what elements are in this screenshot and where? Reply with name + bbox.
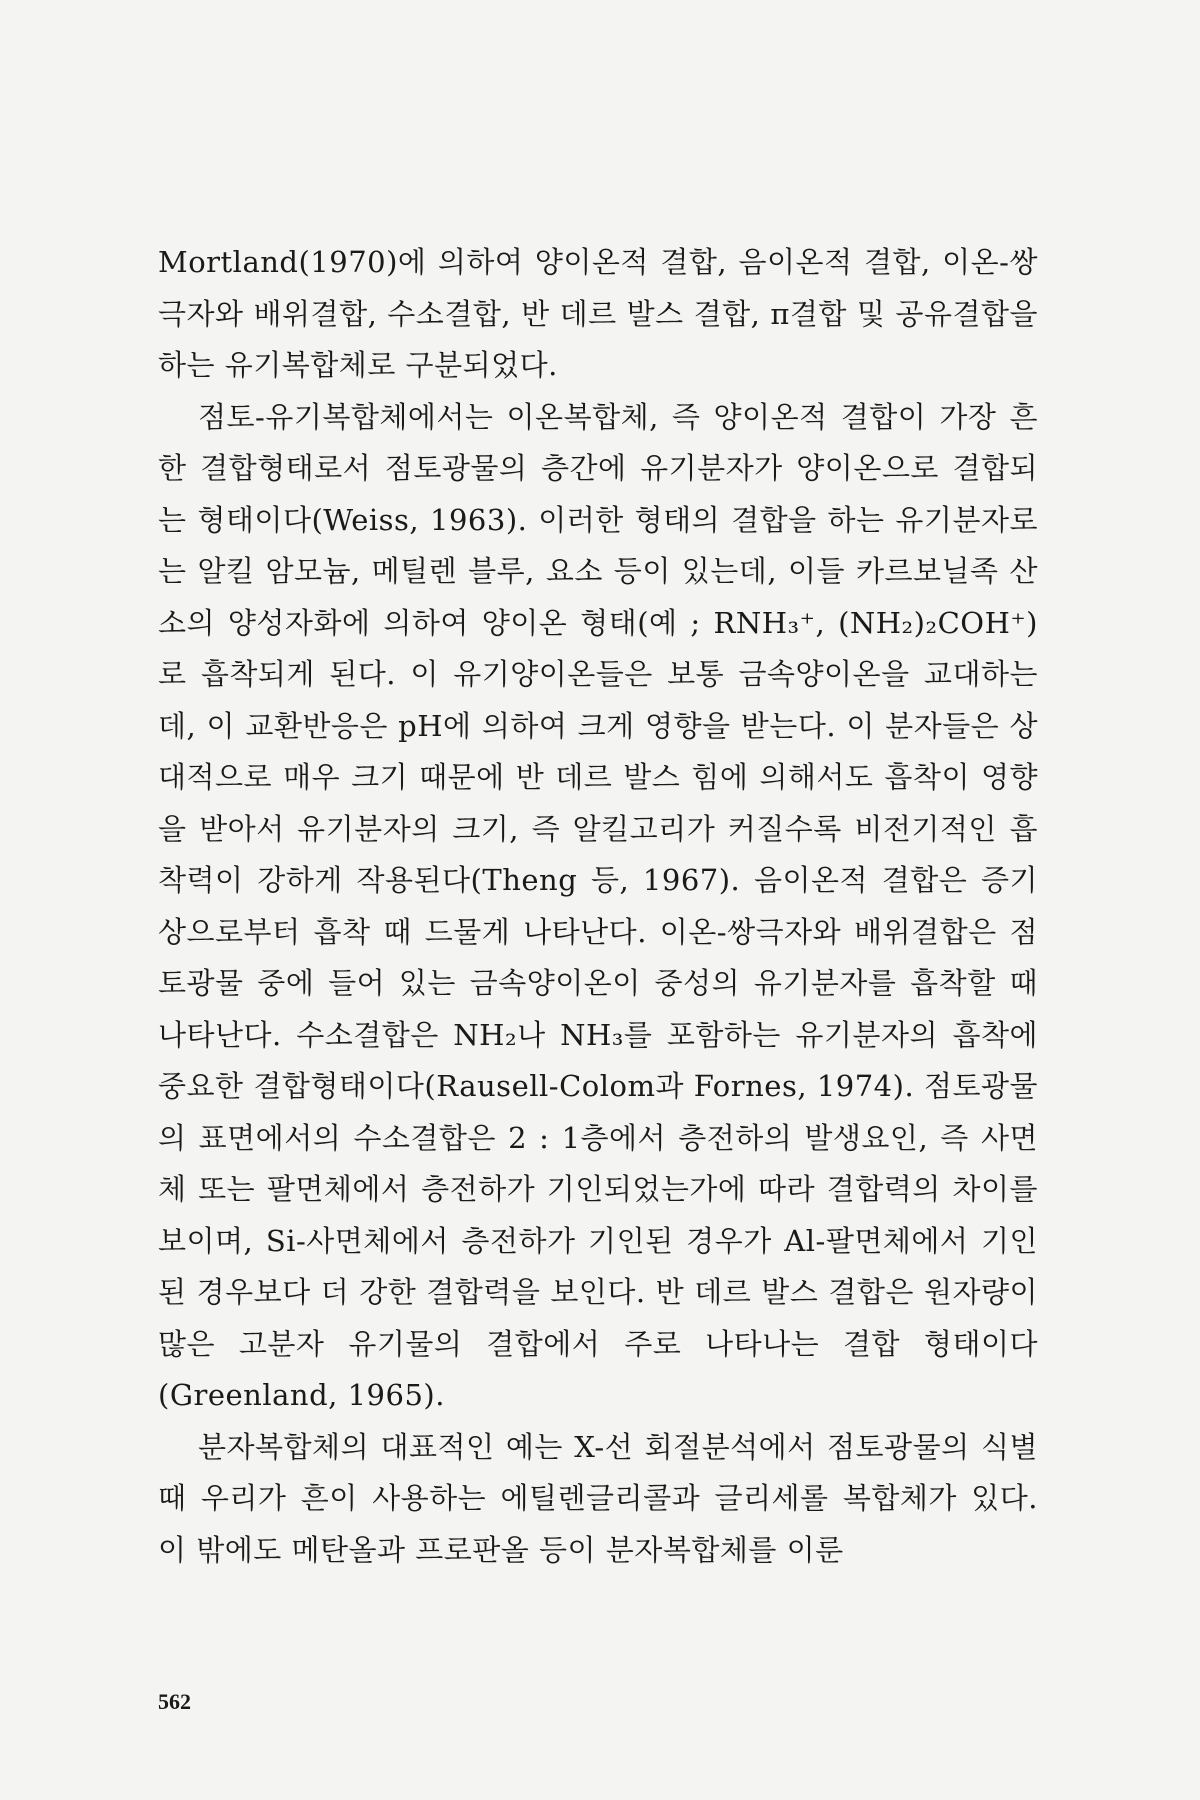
paragraph-2: 점토-유기복합체에서는 이온복합체, 즉 양이온적 결합이 가장 흔한 결합형태로서 점토광물의 층간에 유기분자가 양이온으로 결합되는 형태이다(Weiss, 1963). 이러한 형태의 결합을 하는 유기분자로는 알킬 암모늄, 메틸렌 블루, 요소 등이 있는데, 이들 카르보닐족 산소의 양성자화에 의하여 양이온 형태(예 ; RNH₃⁺, (NH₂)₂COH⁺)로 흡착되게 된다. 이 유기양이온들은 보통 금속양이온을 교대하는데, 이 교환반응은 pH에 의하여 크게 영향을 받는다. 이 분자들은 상대적으로 매우 크기 때문에 반 데르 발스 힘에 의해서도 흡착이 영향을 받아서 유기분자의 크기, 즉 알킬고리가 커질수록 비전기적인 흡착력이 강하게 작용된다(Theng 등, 1967). 음이온적 결합은 증기상으로부터 흡착 때 드물게 나타난다. 이온-쌍극자와 배위결합은 점토광물 중에 들어 있는 금속양이온이 중성의 유기분자를 흡착할 때 나타난다. 수소결합은 NH₂나 NH₃를 포함하는 유기분자의 흡착에 중요한 결합형태이다(Rausell-Colom과 Fornes, 1974). 점토광물의 표면에서의 수소결합은 2 : 1층에서 층전하의 발생요인, 즉 사면체 또는 팔면체에서 층전하가 기인되었는가에 따라 결합력의 차이를 보이며, Si-사면체에서 층전하가 기인된 경우가 Al-팔면체에서 기인된 경우보다 더 강한 결합력을 보인다. 반 데르 발스 결합은 원자량이 많은 고분자 유기물의 결합에서 주로 나타나는 결합 형태이다(Greenland, 1965). — [158, 399, 1038, 1412]
paragraph-3: 분자복합체의 대표적인 예는 X-선 회절분석에서 점토광물의 식별 때 우리가 흔이 사용하는 에틸렌글리콜과 글리세롤 복합체가 있다. 이 밖에도 메탄올과 프로판올 등이 분자복합체를 이룬 — [158, 1429, 1038, 1567]
body-text — [158, 237, 1038, 1576]
paragraph-1: Mortland(1970)에 의하여 양이온적 결합, 음이온적 결합, 이온-쌍극자와 배위결합, 수소결합, 반 데르 발스 결합, π결합 및 공유결합을 하는 유기복합체로 구분되었다. — [158, 245, 1038, 382]
page-number: 562 — [158, 1689, 191, 1714]
